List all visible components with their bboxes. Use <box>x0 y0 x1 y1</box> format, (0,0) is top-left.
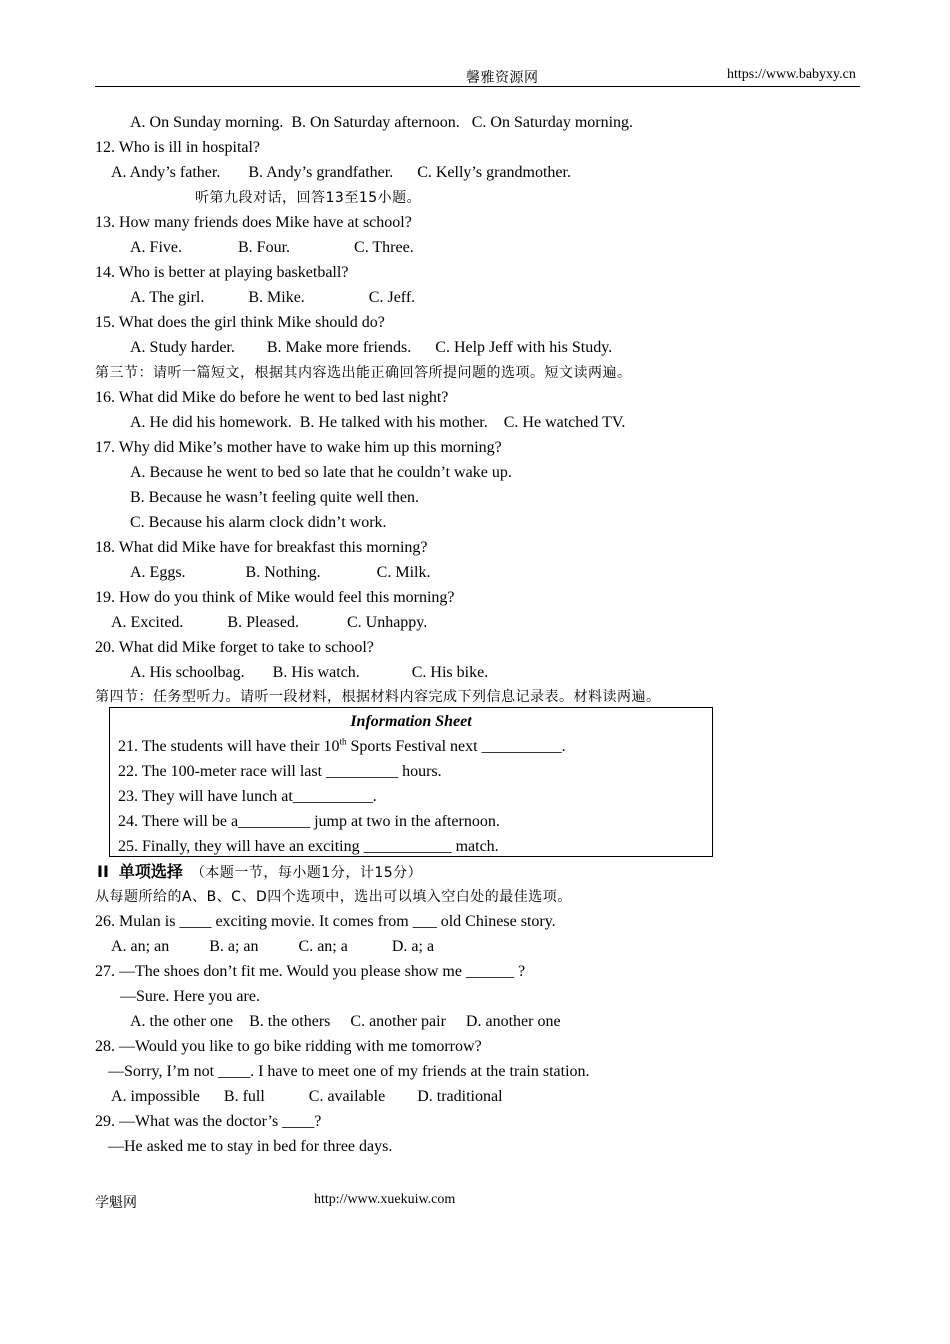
q29-reply: —He asked me to stay in bed for three days. <box>108 1138 393 1155</box>
q26-options: A. an; an B. a; an C. an; a D. a; a <box>111 938 435 955</box>
q12-options: A. Andy’s father. B. Andy’s grandfather. C. Kelly’s grandmother. <box>111 164 571 181</box>
q14-options: A. The girl. B. Mike. C. Jeff. <box>130 289 416 306</box>
header-rule <box>95 86 860 87</box>
information-sheet-title: Information Sheet <box>350 713 472 730</box>
footer-site-name: 学魁网 <box>95 1195 137 1211</box>
q16-options: A. He did his homework. B. He talked with his mother. C. He watched TV. <box>130 414 626 431</box>
q18-question: 18. What did Mike have for breakfast this morning? <box>95 539 428 556</box>
header-url[interactable]: https://www.babyxy.cn <box>727 67 856 82</box>
section3-instruction: 第三节：请听一篇短文，根据其内容选出能正确回答所提问题的选项。短文读两遍。 <box>95 365 632 381</box>
q12-question: 12. Who is ill in hospital? <box>95 139 261 156</box>
q15-question: 15. What does the girl think Mike should do? <box>95 314 385 331</box>
dialog9-instruction: 听第九段对话，回答13至15小题。 <box>195 190 422 206</box>
part2-score-note: （本题一节，每小题1分，计15分） <box>190 865 423 881</box>
info-item-21-post: Sports Festival next __________. <box>346 738 566 755</box>
q28-question: 28. —Would you like to go bike ridding with me tomorrow? <box>95 1038 482 1055</box>
part2-numeral: II <box>97 862 109 881</box>
q15-options: A. Study harder. B. Make more friends. C. Help Jeff with his Study. <box>130 339 613 356</box>
q29-question: 29. —What was the doctor’s ____? <box>95 1113 322 1130</box>
information-sheet <box>109 707 713 857</box>
q28-reply: —Sorry, I’m not ____. I have to meet one of my friends at the train station. <box>108 1063 590 1080</box>
q27-options: A. the other one B. the others C. another pair D. another one <box>130 1013 561 1030</box>
q19-question: 19. How do you think of Mike would feel this morning? <box>95 589 455 606</box>
q17-option-a: A. Because he went to bed so late that he couldn’t wake up. <box>130 464 512 481</box>
q18-options: A. Eggs. B. Nothing. C. Milk. <box>130 564 431 581</box>
q26-question: 26. Mulan is ____ exciting movie. It comes from ___ old Chinese story. <box>95 913 556 930</box>
part2-heading <box>97 862 422 883</box>
q13-options: A. Five. B. Four. C. Three. <box>130 239 414 256</box>
q27-reply: —Sure. Here you are. <box>120 988 260 1005</box>
q11-options: A. On Sunday morning. B. On Saturday afternoon. C. On Saturday morning. <box>130 114 634 131</box>
q17-question: 17. Why did Mike’s mother have to wake him up this morning? <box>95 439 502 456</box>
part2-title: 单项选择 <box>118 862 183 881</box>
q20-options: A. His schoolbag. B. His watch. C. His bike. <box>130 664 489 681</box>
part2-instruction: 从每题所给的A、B、C、D四个选项中，选出可以填入空白处的最佳选项。 <box>95 889 572 905</box>
info-item-25: 25. Finally, they will have an exciting ___________ match. <box>118 838 499 855</box>
q17-option-c: C. Because his alarm clock didn’t work. <box>130 514 387 531</box>
info-item-23: 23. They will have lunch at__________. <box>118 788 377 805</box>
footer-url[interactable]: http://www.xuekuiw.com <box>314 1192 456 1207</box>
info-item-21-sup: th <box>339 736 347 747</box>
q28-options: A. impossible B. full C. available D. traditional <box>111 1088 503 1105</box>
q13-question: 13. How many friends does Mike have at school? <box>95 214 412 231</box>
q19-options: A. Excited. B. Pleased. C. Unhappy. <box>111 614 428 631</box>
info-item-22: 22. The 100-meter race will last _________ hours. <box>118 763 442 780</box>
header-site-name: 馨雅资源网 <box>466 70 539 86</box>
info-item-21 <box>118 737 566 757</box>
q17-option-b: B. Because he wasn’t feeling quite well then. <box>130 489 419 506</box>
q20-question: 20. What did Mike forget to take to school? <box>95 639 374 656</box>
section4-instruction: 第四节：任务型听力。请听一段材料，根据材料内容完成下列信息记录表。材料读两遍。 <box>95 689 661 705</box>
info-item-24: 24. There will be a_________ jump at two in the afternoon. <box>118 813 500 830</box>
q16-question: 16. What did Mike do before he went to bed last night? <box>95 389 449 406</box>
info-item-21-pre: 21. The students will have their 10 <box>118 738 340 755</box>
q14-question: 14. Who is better at playing basketball? <box>95 264 349 281</box>
q27-question: 27. —The shoes don’t fit me. Would you please show me ______ ? <box>95 963 526 980</box>
